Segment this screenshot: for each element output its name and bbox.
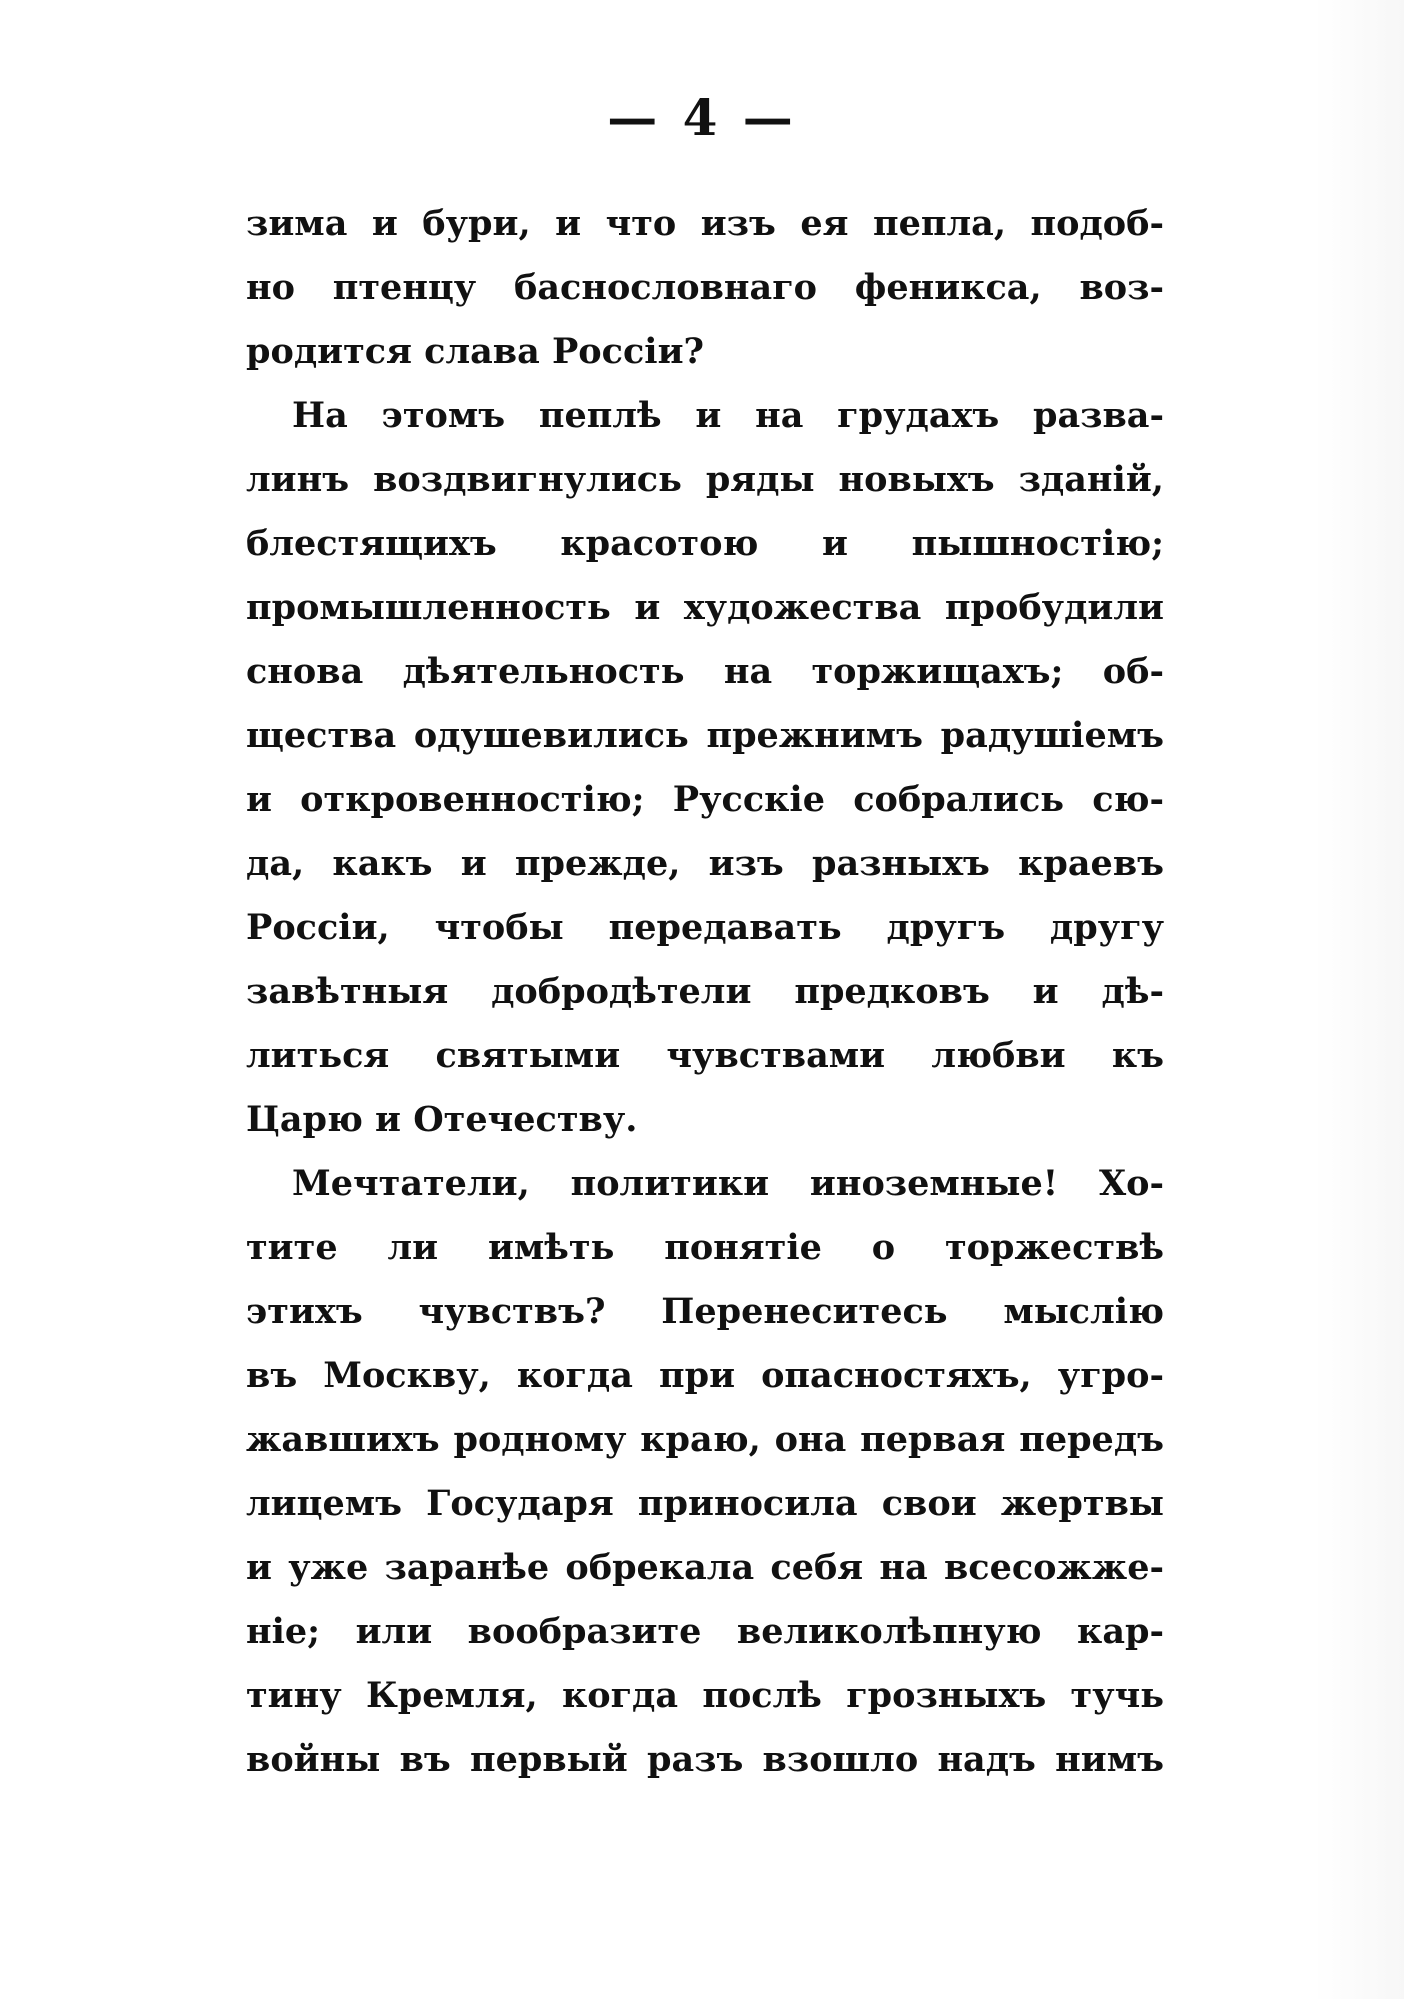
page-edge-shading: [1314, 0, 1404, 1999]
text-line: щества одушевились прежнимъ радушіемъ: [246, 715, 1164, 756]
text-line: завѣтныя добродѣтели предковъ и дѣ-: [246, 971, 1164, 1012]
text-line: войны въ первый разъ взошло надъ нимъ: [246, 1739, 1164, 1780]
text-line: лицемъ Государя приносила свои жертвы: [246, 1483, 1164, 1524]
text-line: промышленность и художества пробудили: [246, 587, 1164, 628]
text-line: тину Кремля, когда послѣ грозныхъ тучь: [246, 1675, 1164, 1716]
text-line: снова дѣятельность на торжищахъ; об-: [246, 651, 1164, 692]
text-line: да, какъ и прежде, изъ разныхъ краевъ: [246, 843, 1164, 884]
text-line: литься святыми чувствами любви къ: [246, 1035, 1164, 1076]
text-line: Мечтатели, политики иноземные! Хо-: [292, 1163, 1164, 1204]
text-line: линъ воздвигнулись ряды новыхъ зданій,: [246, 459, 1164, 500]
paragraph-3: [246, 1152, 1164, 1792]
text-line: Царю и Отечеству.: [246, 1099, 638, 1140]
text-line: зима и бури, и что изъ ея пепла, подоб-: [246, 203, 1164, 244]
text-line: родится слава Россіи?: [246, 331, 705, 372]
text-line: этихъ чувствъ? Перенеситесь мыслію: [246, 1291, 1164, 1332]
text-line: и откровенностію; Русскіе собрались сю-: [246, 779, 1164, 820]
text-line: тите ли имѣть понятіе о торжествѣ: [246, 1227, 1164, 1268]
text-line: въ Москву, когда при опасностяхъ, угро-: [246, 1355, 1164, 1396]
text-line: На этомъ пеплѣ и на грудахъ разва-: [292, 395, 1164, 436]
text-line: ніе; или вообразите великолѣпную кар-: [246, 1611, 1164, 1652]
text-line: блестящихъ красотою и пышностію;: [246, 523, 1164, 564]
text-line: и уже заранѣе обрекала себя на всесожже-: [246, 1547, 1164, 1588]
body-text: [246, 192, 1164, 1792]
text-line: но птенцу баснословнаго феникса, воз-: [246, 267, 1164, 308]
page-number: — 4 —: [607, 88, 797, 147]
text-line: Россіи, чтобы передавать другъ другу: [246, 907, 1164, 948]
text-line: жавшихъ родному краю, она первая передъ: [246, 1419, 1164, 1460]
paragraph-1: [246, 192, 1164, 384]
paragraph-2: [246, 384, 1164, 1152]
